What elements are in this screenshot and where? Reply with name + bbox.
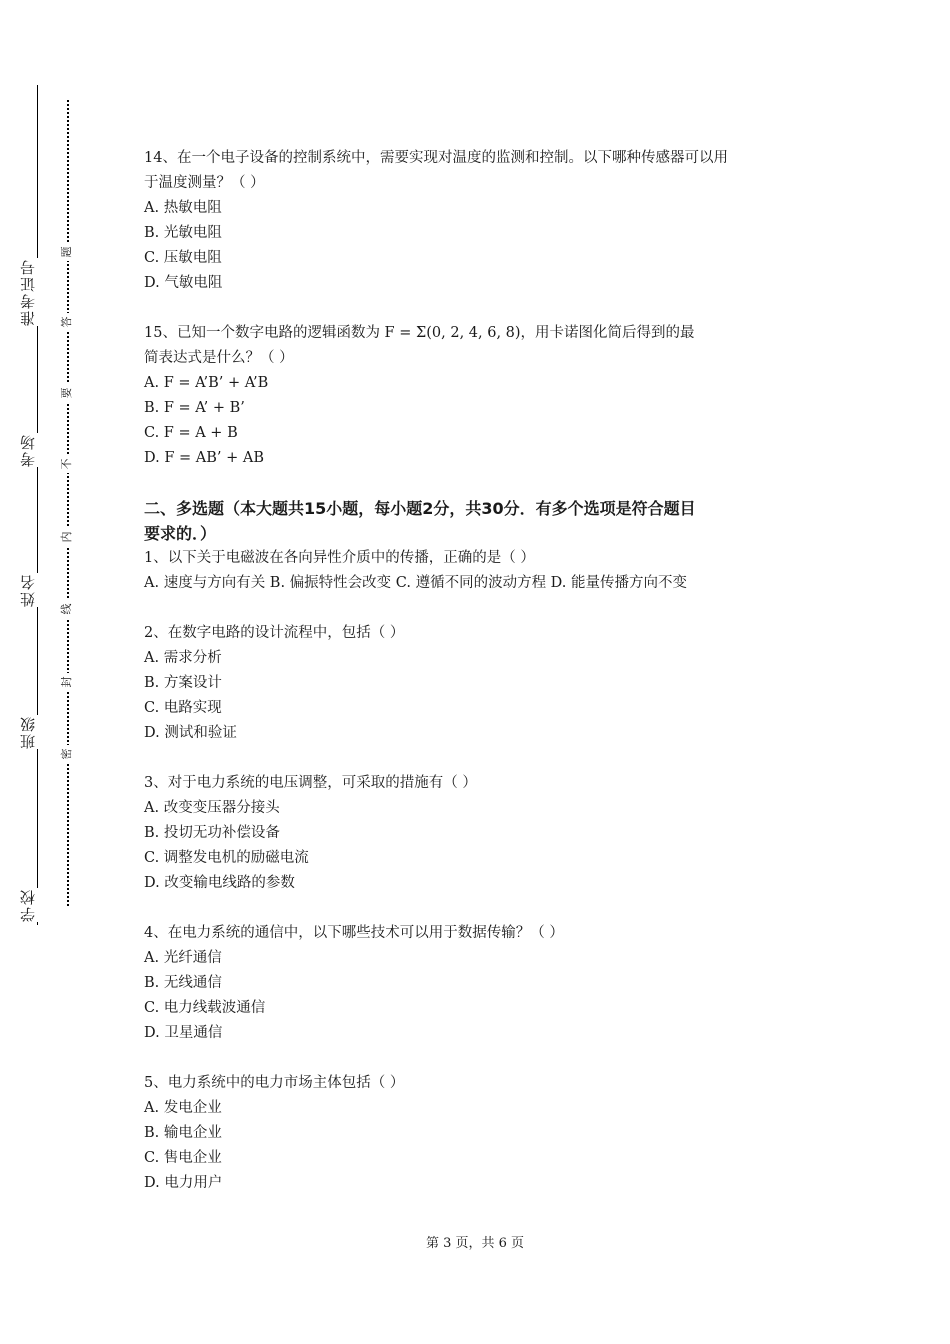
section-title-line: 要求的．） <box>144 524 217 543</box>
option-b: B. 光敏电阻 <box>144 225 222 241</box>
section-title-multiple-choice <box>144 496 824 546</box>
option-c: C. 调整发电机的励磁电流 <box>144 850 309 866</box>
question-text: 15、已知一个数字电路的逻辑函数为 F = Σ(0, 2, 4, 6, 8)，用卡诺图化简后得到的最 <box>144 325 695 341</box>
seal-char: 密 <box>60 745 74 763</box>
question-text: 5、电力系统中的电力市场主体包括（ ） <box>144 1075 405 1091</box>
option-c: C. 电路实现 <box>144 700 222 716</box>
binding-solid-line <box>37 85 38 925</box>
seal-char: 内 <box>60 528 74 546</box>
school-label: 学校 <box>20 888 54 922</box>
option-c: C. 压敏电阻 <box>144 250 222 266</box>
option-b: B. 输电企业 <box>144 1125 222 1141</box>
name-label: 姓名 <box>20 573 54 607</box>
option-d: D. 测试和验证 <box>144 725 237 741</box>
option-a: A. 发电企业 <box>144 1100 222 1116</box>
class-label: 班级 <box>20 715 54 749</box>
question-text: 简表达式是什么？（ ） <box>144 350 294 366</box>
seal-char: 要 <box>60 384 74 402</box>
option-b: B. F = A’ + B’ <box>144 400 245 416</box>
option-row: A. 速度与方向有关 B. 偏振特性会改变 C. 遵循不同的波动方程 D. 能量传播方向不变 <box>144 575 688 591</box>
question-m4 <box>144 921 824 1046</box>
option-d: D. 气敏电阻 <box>144 275 223 291</box>
seal-char: 不 <box>60 455 74 473</box>
page-footer: 第 3 页，共 6 页 <box>425 1236 525 1251</box>
option-b: B. 无线通信 <box>144 975 222 991</box>
option-c: C. 电力线载波通信 <box>144 1000 266 1016</box>
question-m1 <box>144 546 824 596</box>
question-text: 2、在数字电路的设计流程中，包括（ ） <box>144 625 405 641</box>
question-15 <box>144 321 824 471</box>
option-a: A. F = A’B’ + A’B <box>144 375 269 391</box>
option-a: A. 光纤通信 <box>144 950 222 966</box>
question-m5 <box>144 1071 824 1196</box>
option-d: D. 电力用户 <box>144 1175 223 1191</box>
question-m3 <box>144 771 824 896</box>
seal-char: 题 <box>60 243 74 261</box>
exam-number-label: 准考证号 <box>20 258 54 326</box>
exam-room-label: 考场 <box>20 433 54 467</box>
option-c: C. 售电企业 <box>144 1150 222 1166</box>
option-b: B. 方案设计 <box>144 675 222 691</box>
seal-char: 答 <box>60 313 74 331</box>
seal-char: 线 <box>60 600 74 618</box>
section-title-line: 二、多选题（本大题共15小题，每小题2分，共30分．有多个选项是符合题目 <box>144 499 696 518</box>
question-text: 3、对于电力系统的电压调整，可采取的措施有（ ） <box>144 775 477 791</box>
question-14 <box>144 146 824 296</box>
question-text: 1、以下关于电磁波在各向异性介质中的传播，正确的是（ ） <box>144 550 535 566</box>
option-a: A. 热敏电阻 <box>144 200 222 216</box>
question-text: 于温度测量？（ ） <box>144 175 265 191</box>
option-a: A. 需求分析 <box>144 650 222 666</box>
seal-char: 封 <box>60 673 74 691</box>
question-text: 14、在一个电子设备的控制系统中，需要实现对温度的监测和控制。以下哪种传感器可以用 <box>144 150 728 166</box>
option-c: C. F = A + B <box>144 425 238 441</box>
option-d: D. 改变输电线路的参数 <box>144 875 295 891</box>
binding-margin <box>0 0 100 1344</box>
exam-content <box>144 146 824 1196</box>
option-b: B. 投切无功补偿设备 <box>144 825 280 841</box>
option-d: D. F = AB’ + AB <box>144 450 264 466</box>
question-m2 <box>144 621 824 746</box>
question-text: 4、在电力系统的通信中，以下哪些技术可以用于数据传输？（ ） <box>144 925 564 941</box>
option-d: D. 卫星通信 <box>144 1025 223 1041</box>
seal-dotted-line <box>67 100 69 906</box>
option-a: A. 改变变压器分接头 <box>144 800 280 816</box>
